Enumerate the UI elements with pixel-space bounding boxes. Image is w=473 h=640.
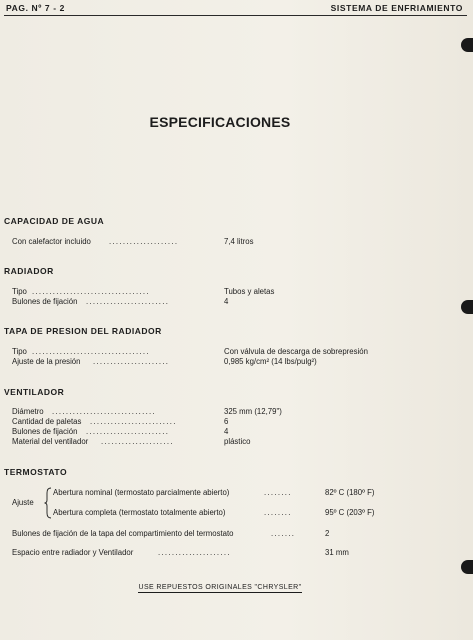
section-title: SISTEMA DE ENFRIAMIENTO [330, 3, 463, 13]
heading-ventilador: VENTILADOR [4, 387, 65, 397]
bulones-tapa-dots: ....... [271, 529, 296, 538]
ajuste-label: Ajuste [12, 498, 34, 507]
abertura-nominal-dots: ........ [264, 488, 292, 497]
capacidad-label: Con calefactor incluido [12, 237, 91, 246]
radiador-tipo-value: Tubos y aletas [224, 287, 275, 296]
abertura-nominal-value: 82º C (180º F) [325, 488, 375, 497]
tapa-ajuste-value: 0,985 kg/cm² (14 lbs/pulg²) [224, 357, 317, 366]
ventilador-paletas-value: 6 [224, 417, 229, 426]
heading-capacidad: CAPACIDAD DE AGUA [4, 216, 105, 226]
binder-hole-top [461, 38, 473, 52]
capacidad-value: 7,4 litros [224, 237, 254, 246]
capacidad-dots: .................... [109, 237, 179, 246]
tapa-tipo-dots: .................................. [32, 347, 150, 356]
tapa-ajuste-label: Ajuste de la presión [12, 357, 81, 366]
ventilador-paletas-dots: ......................... [90, 417, 177, 426]
tapa-tipo-value: Con válvula de descarga de sobrepresión [224, 347, 368, 356]
ventilador-paletas-label: Cantidad de paletas [12, 417, 82, 426]
page-title: ESPECIFICACIONES [149, 114, 291, 130]
radiador-tipo-label: Tipo [12, 287, 27, 296]
ventilador-bulones-value: 4 [224, 427, 229, 436]
espacio-dots: ..................... [158, 548, 231, 557]
ventilador-bulones-dots: ........................ [86, 427, 170, 436]
tapa-tipo-label: Tipo [12, 347, 27, 356]
heading-radiador: RADIADOR [4, 266, 54, 276]
page-header [0, 0, 473, 18]
brace-icon [44, 487, 52, 519]
abertura-completa-dots: ........ [264, 508, 292, 517]
page-number: PAG. Nº 7 - 2 [6, 3, 65, 13]
tapa-ajuste-dots: ...................... [93, 357, 170, 366]
footer-note [0, 584, 440, 591]
ventilador-material-dots: ..................... [101, 437, 174, 446]
heading-tapa: TAPA DE PRESION DEL RADIADOR [4, 326, 162, 336]
espacio-label: Espacio entre radiador y Ventilador [12, 548, 134, 557]
binder-hole-middle [461, 300, 473, 314]
bulones-tapa-label: Bulones de fijación de la tapa del compartimiento del termostato [12, 529, 234, 538]
radiador-bulones-value: 4 [224, 297, 229, 306]
ventilador-material-label: Material del ventilador [12, 437, 89, 446]
header-rule [4, 15, 467, 16]
abertura-nominal-label: Abertura nominal (termostato parcialmente abierto) [53, 488, 230, 497]
binder-hole-bottom [461, 560, 473, 574]
espacio-value: 31 mm [325, 548, 349, 557]
radiador-tipo-dots: .................................. [32, 287, 150, 296]
ventilador-bulones-label: Bulones de fijación [12, 427, 78, 436]
ventilador-diametro-value: 325 mm (12,79") [224, 407, 282, 416]
footer-text: USE REPUESTOS ORIGINALES "CHRYSLER" [138, 584, 302, 591]
ventilador-diametro-label: Diámetro [12, 407, 44, 416]
radiador-bulones-dots: ........................ [86, 297, 170, 306]
heading-termostato: TERMOSTATO [4, 467, 68, 477]
ventilador-diametro-dots: .............................. [52, 407, 156, 416]
radiador-bulones-label: Bulones de fijación [12, 297, 78, 306]
abertura-completa-label: Abertura completa (termostato totalmente abierto) [53, 508, 226, 517]
abertura-completa-value: 95º C (203º F) [325, 508, 375, 517]
ventilador-material-value: plástico [224, 437, 251, 446]
bulones-tapa-value: 2 [325, 529, 330, 538]
